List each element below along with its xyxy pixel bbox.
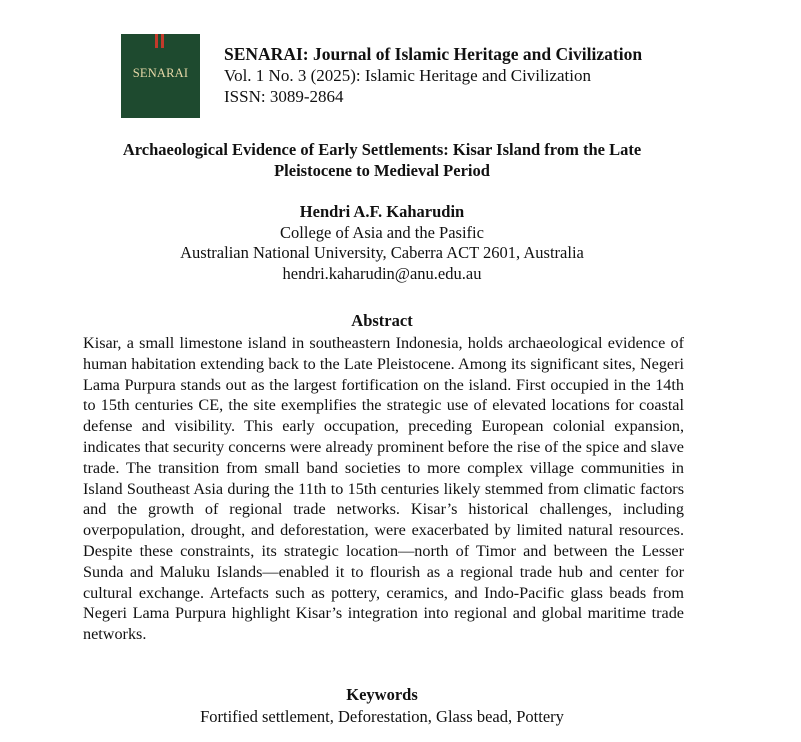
author-affiliation-1: College of Asia and the Pasific bbox=[280, 222, 484, 242]
cover-title: SENARAI bbox=[132, 66, 189, 80]
journal-issue: Vol. 1 No. 3 (2025): Islamic Heritage and Civilization bbox=[224, 66, 592, 85]
journal-cover-image bbox=[121, 34, 200, 118]
journal-name: SENARAI: Journal of Islamic Heritage and Civilization bbox=[224, 44, 643, 64]
abstract-heading: Abstract bbox=[351, 311, 413, 330]
cover-ribbon-left bbox=[155, 34, 158, 48]
author-email: hendri.kaharudin@anu.edu.au bbox=[282, 263, 482, 283]
author-block bbox=[90, 202, 674, 284]
journal-issn: ISSN: 3089-2864 bbox=[224, 87, 344, 106]
author-name: Hendri A.F. Kaharudin bbox=[299, 202, 465, 221]
journal-header bbox=[224, 44, 642, 107]
author-affiliation-2: Australian National University, Caberra ACT 2601, Australia bbox=[180, 243, 584, 262]
abstract-body: Kisar, a small limestone island in southeastern Indonesia, holds archaeological evidence of human habitation extending back to the Late Pleistocene. Among its significant sites, Negeri Lama Purpura stands out as the largest fortification on the island. First occupied in the 14th to 15th centuries CE, the site exemplifies the strategic use of elevated locations for coastal defense and visibility. This early occupation, preceding European colonial expansion, indicates that security concerns were already prominent before the rise of the spice and slave trade. The transition from small band societies to more complex village communities in Island Southeast Asia during the 11th to 15th centuries likely stemmed from climatic factors and the growth of regional trade networks. Kisar’s historical challenges, including overpopulation, drought, and deforestation, were exacerbated by limited natural resources. Despite these constraints, its strategic location—north of Timor and between the Lesser Sunda and Maluku Islands—enabled it to flourish as a regional trade hub and center for cultural exchange. Artefacts such as pottery, ceramics, and Indo-Pacific glass beads from Negeri Lama Purpura highlight Kisar’s integration into regional and global maritime trade networks. bbox=[83, 334, 684, 644]
paper-title: Archaeological Evidence of Early Settlements: Kisar Island from the Late Pleistocene to Medieval Period bbox=[122, 140, 642, 180]
cover-ribbon-right bbox=[161, 34, 164, 48]
keywords-list: Fortified settlement, Deforestation, Glass bead, Pottery bbox=[200, 707, 564, 726]
keywords-heading: Keywords bbox=[346, 685, 418, 704]
